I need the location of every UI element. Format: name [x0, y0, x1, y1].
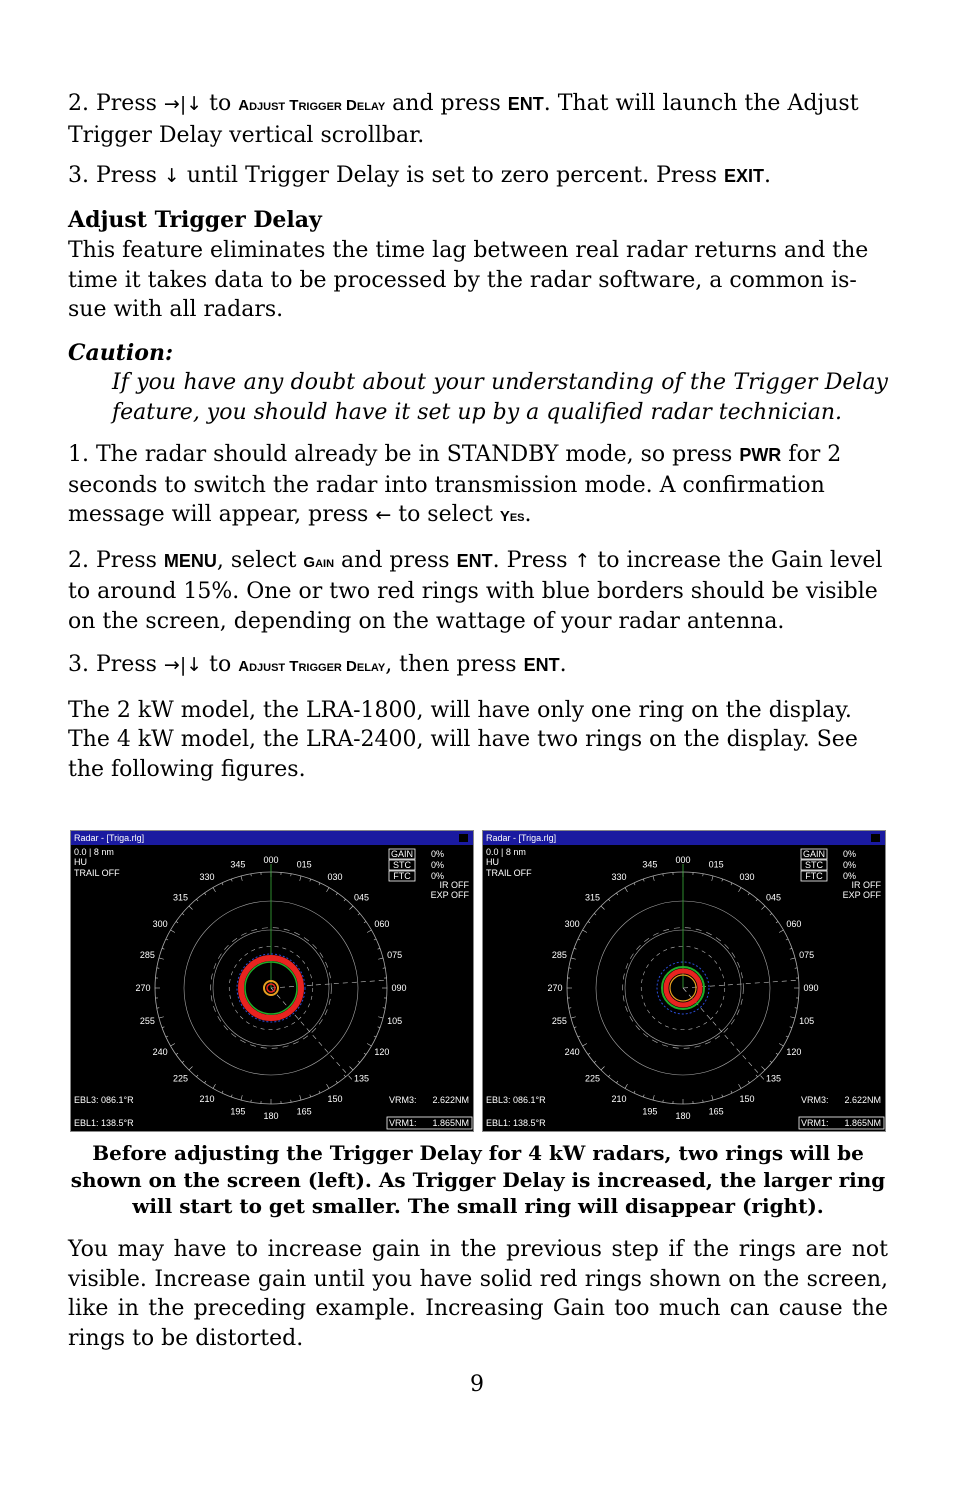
ftc-label: FTC — [805, 871, 823, 881]
close-icon — [871, 834, 880, 842]
bearing-tick — [588, 921, 590, 922]
step-text: . — [524, 502, 532, 527]
bearing-tick — [241, 876, 242, 881]
bearing-tick — [374, 1036, 376, 1037]
bearing-tick — [159, 1017, 164, 1018]
bearing-tick — [162, 1027, 164, 1028]
bearing-tick — [643, 879, 644, 881]
bearing-tick — [786, 939, 788, 940]
step-text: until Trigger Delay is set to zero percent. Press — [179, 163, 724, 188]
ebl3-readout: EBL3: 086.1°R — [486, 1095, 546, 1105]
caution-label: Caution: — [68, 339, 174, 366]
bearing-label: 000 — [263, 855, 279, 865]
step-text: , select — [216, 547, 304, 573]
bearing-label: 330 — [199, 872, 215, 883]
bearing-tick — [358, 913, 360, 915]
step-text: 1. The radar should already be in STANDBY mode, so press — [68, 442, 740, 467]
figure-caption-block — [68, 1140, 888, 1220]
bearing-tick — [204, 1081, 205, 1083]
bearing-tick — [162, 948, 164, 949]
bearing-tick — [222, 883, 223, 885]
key-name: ENT — [456, 550, 493, 571]
bearing-label: 270 — [547, 983, 563, 993]
bearing-label: 090 — [391, 983, 407, 993]
bearing-tick — [779, 1044, 783, 1047]
ftc-value: 0% — [431, 871, 445, 881]
bearing-label: 090 — [803, 983, 819, 993]
bearing-tick — [189, 1066, 193, 1070]
bearing-tick — [213, 1084, 216, 1088]
bearing-label: 165 — [708, 1106, 724, 1117]
step-2-trigger — [68, 89, 888, 150]
bearing-tick — [578, 1036, 580, 1037]
bearing-tick — [625, 1084, 628, 1088]
bearing-tick — [748, 1081, 749, 1083]
arrow-keys-icon: →|↓ — [163, 654, 203, 676]
bearing-tick — [182, 913, 184, 915]
bearing-tick — [319, 883, 320, 885]
bearing-tick — [601, 906, 605, 910]
ebl1-readout: EBL1: 138.5°R — [74, 1118, 134, 1128]
bearing-tick — [374, 939, 376, 940]
bearing-tick — [790, 1027, 792, 1028]
bearing-tick — [583, 1044, 587, 1047]
bearing-label: 195 — [642, 1106, 658, 1117]
step-1-standby — [68, 440, 888, 532]
bearing-tick — [327, 888, 330, 892]
ebl-line — [271, 988, 354, 1082]
key-name: EXIT — [724, 166, 765, 186]
trail-status: TRAIL OFF — [486, 868, 532, 878]
bearing-label: 150 — [739, 1093, 755, 1104]
trail-status: TRAIL OFF — [74, 868, 120, 878]
bearing-label: 060 — [786, 919, 802, 929]
step-2-gain — [68, 546, 888, 637]
step-text: . Press — [492, 547, 575, 573]
step-text: to — [202, 91, 239, 116]
window-title: Radar - [Triga.rlg] — [74, 833, 145, 843]
gain-value: 0% — [431, 849, 445, 859]
bearing-tick — [176, 921, 178, 922]
step-text: . — [559, 652, 567, 677]
bearing-tick — [634, 1091, 635, 1093]
bearing-tick — [166, 1036, 168, 1037]
close-icon — [459, 834, 468, 842]
window-title: Radar - [Triga.rlg] — [486, 833, 557, 843]
vrm3-label: VRM3: — [389, 1095, 417, 1105]
bearing-tick — [231, 879, 232, 881]
bearing-tick — [616, 1081, 617, 1083]
bearing-tick — [601, 1066, 605, 1070]
bearing-label: 255 — [551, 1016, 567, 1027]
step-text: to select — [391, 502, 500, 527]
bearing-tick — [364, 1053, 366, 1054]
bearing-tick — [625, 888, 628, 892]
menu-name: Yes — [499, 508, 525, 525]
vrm1-label: VRM1: — [389, 1118, 417, 1128]
bearing-tick — [176, 1053, 178, 1054]
bearing-tick — [204, 893, 205, 895]
stc-label: STC — [805, 860, 823, 870]
up-arrow-icon: ↑ — [574, 549, 591, 572]
bearing-label: 255 — [139, 1016, 155, 1027]
step-text: to — [202, 652, 239, 677]
page-content — [68, 88, 888, 784]
bearing-tick — [367, 1044, 371, 1047]
radar-display — [483, 831, 885, 1131]
bearing-label: 000 — [675, 855, 691, 865]
step-text: 2. Press — [68, 91, 164, 116]
menu-name: Adjust Trigger Delay — [238, 658, 386, 675]
bearing-tick — [790, 958, 795, 959]
key-name: ENT — [523, 655, 560, 675]
closing-paragraph: You may have to increase gain in the previous step if the rings are not visible. Increase gain until you have solid red rings shown on the screen, like in the preceding example. Increasing Gain too much can cause the rings to be distorted. — [68, 1237, 888, 1351]
ftc-label: FTC — [393, 871, 411, 881]
closing-block — [68, 1235, 888, 1353]
bearing-label: 240 — [564, 1047, 580, 1057]
bearing-tick — [574, 1027, 576, 1028]
bearing-label: 105 — [799, 1016, 815, 1027]
bearing-label: 075 — [799, 949, 815, 960]
bearing-label: 045 — [765, 892, 782, 903]
step-text: for 2 seconds to switch the radar into transmission mode. A confirmation message will appear, press — [68, 442, 842, 527]
bearing-tick — [761, 906, 765, 910]
bearing-tick — [571, 958, 576, 959]
key-name: ENT — [507, 94, 544, 114]
bearing-tick — [300, 1095, 301, 1100]
bearing-tick — [731, 1091, 732, 1093]
bearing-tick — [748, 893, 749, 895]
bearing-tick — [739, 1084, 742, 1088]
bearing-tick — [790, 948, 792, 949]
bearing-label: 210 — [611, 1093, 627, 1104]
bearing-tick — [770, 1061, 772, 1063]
bearing-tick — [712, 1095, 713, 1100]
bearing-label: 120 — [786, 1047, 802, 1057]
gain-label: GAIN — [802, 849, 826, 859]
bearing-tick — [608, 1075, 610, 1077]
key-name: MENU — [163, 550, 217, 571]
bearing-label: 015 — [708, 859, 724, 870]
bearing-tick — [349, 906, 353, 910]
section-heading: Adjust Trigger Delay — [68, 206, 322, 233]
bearing-tick — [171, 930, 175, 933]
bearing-label: 150 — [327, 1093, 343, 1104]
step-text: . — [764, 163, 772, 188]
bearing-label: 225 — [172, 1073, 189, 1084]
stc-value: 0% — [843, 860, 857, 870]
bearing-label: 030 — [327, 872, 343, 883]
bearing-tick — [364, 921, 366, 922]
bearing-label: 345 — [230, 859, 246, 870]
bearing-tick — [367, 930, 371, 933]
bearing-tick — [643, 1095, 644, 1097]
vrm1-label: VRM1: — [801, 1118, 829, 1128]
bearing-tick — [349, 1066, 353, 1070]
bearing-tick — [776, 1053, 778, 1054]
bearing-tick — [231, 1095, 232, 1097]
bearing-label: 120 — [374, 1047, 390, 1057]
step-text: and press — [334, 547, 457, 573]
bearing-label: 225 — [584, 1073, 601, 1084]
bearing-tick — [761, 1066, 765, 1070]
bearing-tick — [776, 921, 778, 922]
step-3-trigger — [68, 161, 888, 192]
bearing-tick — [159, 958, 164, 959]
bearing-label: 180 — [675, 1111, 691, 1121]
bearing-tick — [574, 948, 576, 949]
bearing-tick — [571, 1017, 576, 1018]
bearing-label: 285 — [551, 949, 567, 960]
ftc-value: 0% — [843, 871, 857, 881]
range-readout: 0.0 | 8 nm — [486, 847, 526, 857]
gain-label: GAIN — [390, 849, 414, 859]
radar-figures — [70, 830, 886, 1132]
exp-status: EXP OFF — [842, 890, 881, 900]
bearing-label: 135 — [765, 1073, 782, 1084]
bearing-tick — [712, 876, 713, 881]
bearing-tick — [336, 1081, 337, 1083]
bearing-tick — [588, 1053, 590, 1054]
bearing-tick — [213, 888, 216, 892]
bearing-label: 105 — [387, 1016, 403, 1027]
range-readout: 0.0 | 8 nm — [74, 847, 114, 857]
vrm1-value: 1.865NM — [844, 1118, 881, 1128]
radar-screen-before — [70, 830, 474, 1132]
bearing-tick — [196, 1075, 198, 1077]
bearing-tick — [786, 1036, 788, 1037]
bearing-tick — [319, 1091, 320, 1093]
bearing-label: 300 — [564, 919, 580, 929]
menu-name: Gain — [303, 553, 335, 571]
bearing-label: 210 — [199, 1093, 215, 1104]
bearing-tick — [344, 899, 346, 901]
bearing-tick — [182, 1061, 184, 1063]
bearing-tick — [166, 939, 168, 940]
bearing-tick — [722, 1095, 723, 1097]
heading-mode: HU — [486, 857, 499, 867]
bearing-label: 315 — [584, 892, 601, 903]
step-text: . That will launch the Adjust Trigger Delay vertical scrollbar. — [68, 91, 859, 148]
stc-value: 0% — [431, 860, 445, 870]
bearing-label: 075 — [387, 949, 403, 960]
bearing-tick — [653, 1095, 654, 1100]
bearing-label: 165 — [296, 1106, 312, 1117]
bearing-label: 300 — [152, 919, 168, 929]
bearing-tick — [171, 1044, 175, 1047]
bearing-tick — [779, 930, 783, 933]
step-text: 2. Press — [68, 547, 164, 573]
bearing-label: 345 — [642, 859, 658, 870]
bearing-label: 180 — [263, 1111, 279, 1121]
vrm3-value: 2.622NM — [432, 1095, 469, 1105]
step-text: 3. Press — [68, 163, 164, 188]
page-number: 9 — [470, 1372, 484, 1397]
step-3-trigger-again — [68, 650, 888, 682]
bearing-label: 045 — [353, 892, 370, 903]
bearing-tick — [578, 939, 580, 940]
bearing-tick — [358, 1061, 360, 1063]
bearing-tick — [756, 1075, 758, 1077]
bearing-label: 195 — [230, 1106, 246, 1117]
radar-display — [71, 831, 473, 1131]
vrm1-value: 1.865NM — [432, 1118, 469, 1128]
bearing-label: 060 — [374, 919, 390, 929]
down-arrow-icon: ↓ — [163, 165, 180, 187]
bearing-tick — [583, 930, 587, 933]
step-text: and press — [385, 91, 508, 116]
bearing-label: 330 — [611, 872, 627, 883]
bearing-tick — [739, 888, 742, 892]
bearing-tick — [300, 876, 301, 881]
bearing-tick — [196, 899, 198, 901]
bearing-tick — [770, 913, 772, 915]
bearing-tick — [653, 876, 654, 881]
bearing-tick — [327, 1084, 330, 1088]
section-body: This feature eliminates the time lag between real radar returns and the time it takes data to be processed by the radar software, a common is-sue with all radars. — [68, 238, 869, 322]
bearing-tick — [378, 1027, 380, 1028]
vrm3-value: 2.622NM — [844, 1095, 881, 1105]
figure-caption: Before adjusting the Trigger Delay for 4 kW radars, two rings will be shown on the screen (left). As Trigger Delay is increased, the larger ring will start to get smaller. The small ring will disappear (right). — [70, 1141, 886, 1218]
bearing-label: 015 — [296, 859, 312, 870]
bearing-tick — [378, 948, 380, 949]
vrm3-label: VRM3: — [801, 1095, 829, 1105]
step-text: , then press — [385, 652, 524, 677]
bearing-tick — [336, 893, 337, 895]
bearing-tick — [722, 879, 723, 881]
heading-mode: HU — [74, 857, 87, 867]
bearing-tick — [594, 913, 596, 915]
bearing-tick — [790, 1017, 795, 1018]
bearing-tick — [310, 1095, 311, 1097]
models-paragraph: The 2 kW model, the LRA-1800, will have only one ring on the display. The 4 kW model, the LRA-2400, will have two rings on the display. See the following figures. — [68, 697, 858, 782]
ebl1-readout: EBL1: 138.5°R — [486, 1118, 546, 1128]
bearing-tick — [378, 1017, 383, 1018]
left-arrow-icon: ← — [375, 504, 392, 526]
bearing-tick — [634, 883, 635, 885]
step-text: to increase the Gain level to around 15%. One or two red rings with blue borders should be visible on the screen, depending on the wattage of your radar antenna. — [68, 547, 883, 634]
arrow-keys-icon: →|↓ — [163, 93, 203, 115]
bearing-tick — [310, 879, 311, 881]
bearing-tick — [616, 893, 617, 895]
menu-name: Adjust Trigger Delay — [238, 97, 386, 114]
gain-value: 0% — [843, 849, 857, 859]
ir-status: IR OFF — [439, 880, 469, 890]
bearing-label: 240 — [152, 1047, 168, 1057]
ir-status: IR OFF — [851, 880, 881, 890]
bearing-tick — [608, 899, 610, 901]
key-name: PWR — [739, 445, 782, 465]
radar-screen-after — [482, 830, 886, 1132]
ebl3-readout: EBL3: 086.1°R — [74, 1095, 134, 1105]
bearing-tick — [731, 883, 732, 885]
exp-status: EXP OFF — [430, 890, 469, 900]
bearing-tick — [594, 1061, 596, 1063]
step-text: 3. Press — [68, 652, 164, 677]
bearing-label: 135 — [353, 1073, 370, 1084]
bearing-label: 030 — [739, 872, 755, 883]
stc-label: STC — [393, 860, 411, 870]
bearing-label: 270 — [135, 983, 151, 993]
caution-text: If you have any doubt about your understanding of the Trigger Delay feature, you should have it set up by a qualified radar technician. — [112, 370, 888, 425]
bearing-tick — [241, 1095, 242, 1100]
bearing-tick — [222, 1091, 223, 1093]
bearing-tick — [756, 899, 758, 901]
bearing-label: 285 — [139, 949, 155, 960]
bearing-tick — [344, 1075, 346, 1077]
bearing-tick — [378, 958, 383, 959]
bearing-tick — [189, 906, 193, 910]
bearing-label: 315 — [172, 892, 189, 903]
